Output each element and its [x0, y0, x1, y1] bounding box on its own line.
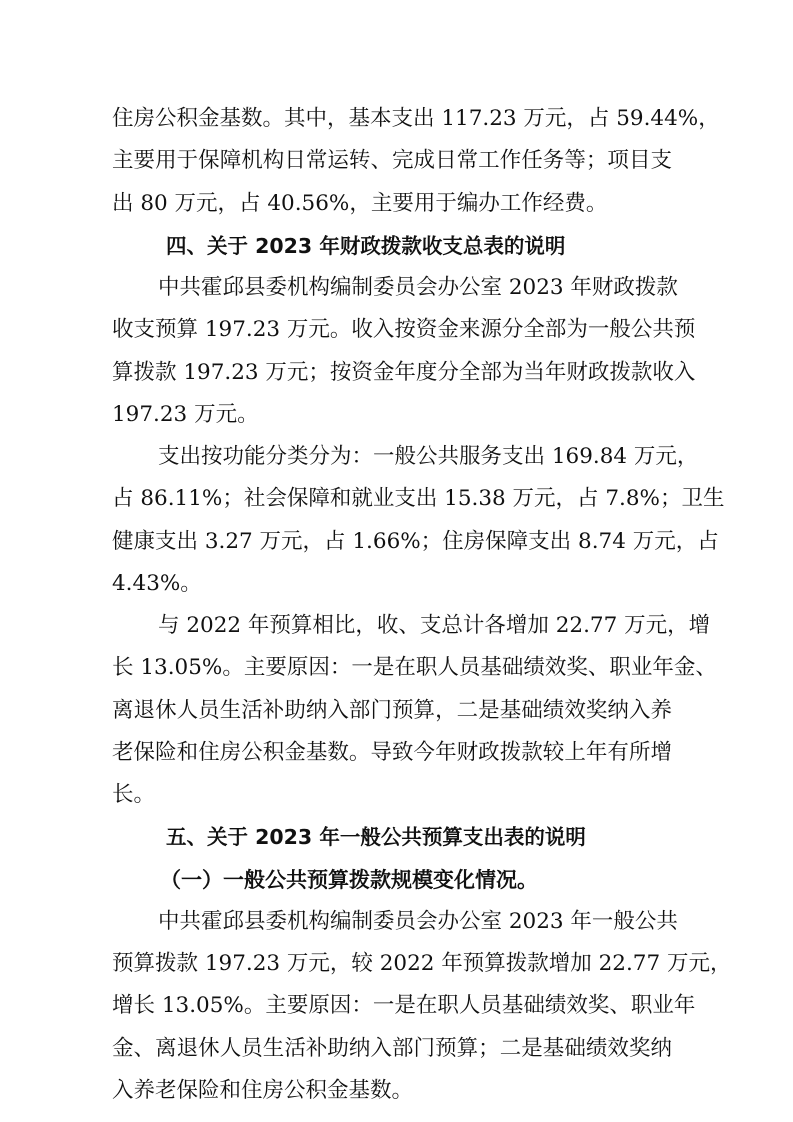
section-four-p1-line-1: 中共霍邱县委机构编制委员会办公室 2023 年财政拨款: [158, 275, 678, 300]
section-four-p3-line-3: 离退休人员生活补助纳入部门预算，二是基础绩效奖纳入养: [112, 698, 672, 723]
section-four-p1-line-3: 算拨款 197.23 万元；按资金年度分全部为当年财政拨款收入: [112, 360, 696, 385]
section-five-p1-line-1: 中共霍邱县委机构编制委员会办公室 2023 年一般公共: [158, 909, 678, 934]
continuation-line-1: 住房公积金基数。其中，基本支出 117.23 万元，占 59.44%，: [112, 106, 720, 131]
section-four-p3-line-5: 长。: [112, 782, 156, 807]
section-four-p2-line-1: 支出按功能分类分为：一般公共服务支出 169.84 万元，: [158, 444, 699, 469]
section-four-p1-line-2: 收支预算 197.23 万元。收入按资金来源分全部为一般公共预: [112, 317, 696, 342]
section-five-p1-line-5: 入养老保险和住房公积金基数。: [112, 1078, 414, 1103]
section-four-p3-line-2: 长 13.05%。主要原因：一是在职人员基础绩效奖、职业年金、: [112, 655, 717, 680]
section-four-heading: 四、关于 2023 年财政拨款收支总表的说明: [166, 234, 566, 258]
section-five-p1-line-3: 增长 13.05%。主要原因：一是在职人员基础绩效奖、职业年: [112, 993, 696, 1018]
continuation-line-2: 主要用于保障机构日常运转、完成日常工作任务等；项目支: [112, 148, 672, 173]
section-four-p3-line-4: 老保险和住房公积金基数。导致今年财政拨款较上年有所增: [112, 740, 672, 765]
section-five-subheading: （一）一般公共预算拨款规模变化情况。: [160, 867, 538, 892]
section-four-p2-line-2: 占 86.11%；社会保障和就业支出 15.38 万元，占 7.8%；卫生: [112, 486, 725, 511]
section-five-p1-line-2: 预算拨款 197.23 万元，较 2022 年预算拨款增加 22.77 万元，: [112, 951, 732, 976]
section-five-heading: 五、关于 2023 年一般公共预算支出表的说明: [166, 825, 586, 849]
section-four-p2-line-3: 健康支出 3.27 万元，占 1.66%；住房保障支出 8.74 万元，占: [112, 529, 719, 554]
section-four-p3-line-1: 与 2022 年预算相比，收、支总计各增加 22.77 万元，增: [158, 613, 711, 638]
continuation-line-3: 出 80 万元，占 40.56%，主要用于编办工作经费。: [112, 191, 608, 216]
section-four-p1-line-4: 197.23 万元。: [112, 402, 259, 427]
section-five-p1-line-4: 金、离退休人员生活补助纳入部门预算；二是基础绩效奖纳: [112, 1036, 672, 1061]
section-four-p2-line-4: 4.43%。: [112, 571, 202, 596]
